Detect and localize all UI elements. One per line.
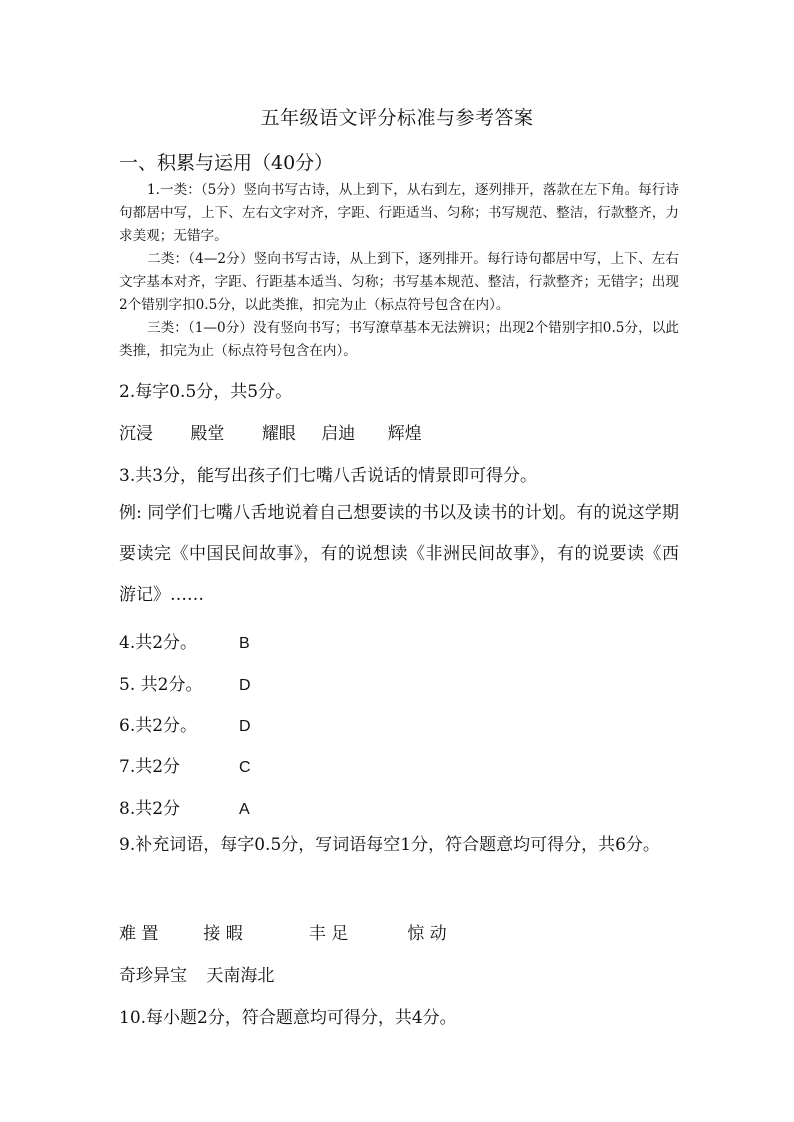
q4-answer: B: [239, 635, 250, 652]
q6-scoring: 6.共2分。: [119, 716, 198, 736]
q8-answer: A: [239, 801, 250, 818]
q9-answer-words-row2: [119, 961, 679, 986]
q4-row: [119, 628, 679, 653]
q2-word: 沉浸: [119, 424, 153, 444]
q2-word: 殿堂: [190, 424, 225, 444]
q9-word: 惊 动: [407, 924, 447, 944]
q8-row: [119, 794, 679, 819]
q2-answer-words: [119, 419, 679, 444]
q5-answer: D: [239, 677, 251, 694]
q6-answer: D: [239, 718, 251, 735]
section-heading: 一、积累与运用（40分）: [119, 152, 334, 174]
q9-word: 难 置: [119, 924, 159, 944]
q2-word: 辉煌: [387, 424, 422, 444]
q1-criteria: [119, 179, 679, 363]
q1-category-3: 三类：（1—0分）没有竖向书写；书写潦草基本无法辨识；出现2个错别字扣0.5分，以此类推，扣完为止（标点符号包含在内）。: [119, 320, 679, 359]
q8-scoring: 8.共2分: [119, 799, 181, 819]
q7-answer: C: [239, 759, 251, 776]
q9-scoring: 9.补充词语，每字0.5分，写词语每空1分，符合题意均可得分，共6分。: [119, 835, 660, 855]
q3-scoring: 3.共3分，能写出孩子们七嘴八舌说话的情景即可得分。: [119, 466, 538, 486]
q7-scoring: 7.共2分: [119, 757, 181, 777]
q10-scoring: 10.每小题2分，符合题意均可得分，共4分。: [119, 1008, 457, 1028]
page-title: 五年级语文评分标准与参考答案: [260, 107, 534, 129]
q9-word: 丰 足: [308, 924, 349, 944]
q2-scoring: 2.每字0.5分，共5分。: [119, 382, 293, 402]
q2-word: 耀眼: [261, 424, 296, 444]
q3-example: 例: 同学们七嘴八舌地说着自己想要读的书以及读书的计划。有的说这学期要读完《中国民间故事》，有的说想读《非洲民间故事》，有的说要读《西游记》……: [119, 503, 679, 605]
q4-scoring: 4.共2分。: [119, 633, 198, 653]
q5-scoring: 5. 共2分。: [119, 675, 203, 695]
q9-word: 奇珍异宝: [119, 966, 187, 986]
q9-word: 接 暇: [203, 924, 243, 944]
q9-word: 天南海北: [206, 966, 275, 986]
q7-row: [119, 752, 679, 777]
q1-category-1: 1.一类：（5分）竖向书写古诗，从上到下，从右到左，逐列排开，落款在左下角。每行诗句都居中写，上下、左右文字对齐，字距、行距适当、匀称；书写规范、整洁，行款整齐，力求美观；无错字。: [119, 182, 679, 244]
q1-category-2: 二类：（4—2分）竖向书写古诗，从上到下，逐列排开。每行诗句都居中写，上下、左右文字基本对齐，字距、行距基本适当、匀称；书写基本规范、整洁，行款整齐；无错字；出现2个错别字扣0.5分，以此类推，扣完为止（标点符号包含在内）。: [119, 251, 679, 313]
q6-row: [119, 711, 679, 736]
q9-answer-words-row1: [119, 919, 679, 944]
q2-word: 启迪: [321, 424, 356, 444]
q5-row: [119, 670, 679, 695]
